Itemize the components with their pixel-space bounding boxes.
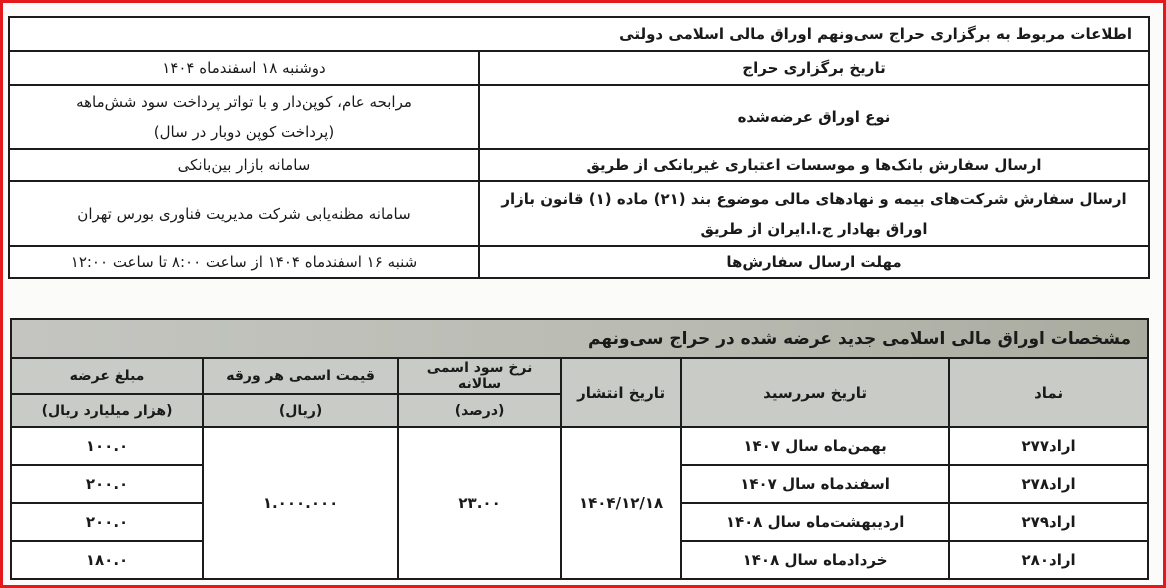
maturity-cell: خردادماه سال ۱۴۰۸ <box>681 541 949 579</box>
face-value-cell: ۱.۰۰۰.۰۰۰ <box>203 427 398 579</box>
header-rate: نرخ سود اسمی سالانه <box>398 358 561 394</box>
info-row <box>9 149 1149 181</box>
info-label: مهلت ارسال سفارش‌ها <box>479 246 1149 278</box>
info-row <box>9 51 1149 85</box>
info-value: دوشنبه ۱۸ اسفندماه ۱۴۰۴ <box>9 51 479 85</box>
info-value: سامانه مظنه‌یابی شرکت مدیریت فناوری بورس تهران <box>9 181 479 246</box>
header-maturity: تاریخ سررسید <box>681 358 949 427</box>
amount-cell: ۱۰۰.۰ <box>11 427 203 465</box>
info-label: تاریخ برگزاری حراج <box>479 51 1149 85</box>
info-label: ارسال سفارش شرکت‌های بیمه و نهادهای مالی موضوع بند (۲۱) ماده (۱) قانون بازار اوراق بهادار ج.ا.ایران از طریق <box>479 181 1149 246</box>
header-face-value: قیمت اسمی هر ورقه <box>203 358 398 394</box>
info-value: سامانه بازار بین‌بانکی <box>9 149 479 181</box>
info-label: نوع اوراق عرضه‌شده <box>479 85 1149 149</box>
rate-cell: ۲۳.۰۰ <box>398 427 561 579</box>
info-row <box>9 246 1149 278</box>
maturity-cell: بهمن‌ماه سال ۱۴۰۷ <box>681 427 949 465</box>
header-amount-unit: (هزار میلیارد ریال) <box>11 394 203 427</box>
info-row <box>9 181 1149 246</box>
maturity-cell: اردیبهشت‌ماه سال ۱۴۰۸ <box>681 503 949 541</box>
symbol-cell: اراد۲۷۹ <box>949 503 1148 541</box>
issue-date-cell: ۱۴۰۴/۱۲/۱۸ <box>561 427 681 579</box>
securities-title: مشخصات اوراق مالی اسلامی جدید عرضه شده در حراج سی‌ونهم <box>11 319 1148 358</box>
securities-table <box>10 318 1149 580</box>
info-value: مرابحه عام، کوپن‌دار و با تواتر پرداخت سود شش‌ماهه (پرداخت کوپن دوبار در سال) <box>9 85 479 149</box>
maturity-cell: اسفندماه سال ۱۴۰۷ <box>681 465 949 503</box>
info-label: ارسال سفارش بانک‌ها و موسسات اعتباری غیربانکی از طریق <box>479 149 1149 181</box>
info-value: شنبه ۱۶ اسفندماه ۱۴۰۴ از ساعت ۸:۰۰ تا ساعت ۱۲:۰۰ <box>9 246 479 278</box>
header-face-value-unit: (ریال) <box>203 394 398 427</box>
symbol-cell: اراد۲۷۸ <box>949 465 1148 503</box>
amount-cell: ۲۰۰.۰ <box>11 465 203 503</box>
amount-cell: ۲۰۰.۰ <box>11 503 203 541</box>
amount-cell: ۱۸۰.۰ <box>11 541 203 579</box>
header-rate-unit: (درصد) <box>398 394 561 427</box>
table-row <box>11 427 1148 465</box>
auction-info-title: اطلاعات مربوط به برگزاری حراج سی‌ونهم اوراق مالی اسلامی دولتی <box>9 17 1149 51</box>
info-row <box>9 85 1149 149</box>
auction-info-table <box>8 16 1150 279</box>
symbol-cell: اراد۲۸۰ <box>949 541 1148 579</box>
header-issue-date: تاریخ انتشار <box>561 358 681 427</box>
header-amount: مبلغ عرضه <box>11 358 203 394</box>
header-symbol: نماد <box>949 358 1148 427</box>
symbol-cell: اراد۲۷۷ <box>949 427 1148 465</box>
